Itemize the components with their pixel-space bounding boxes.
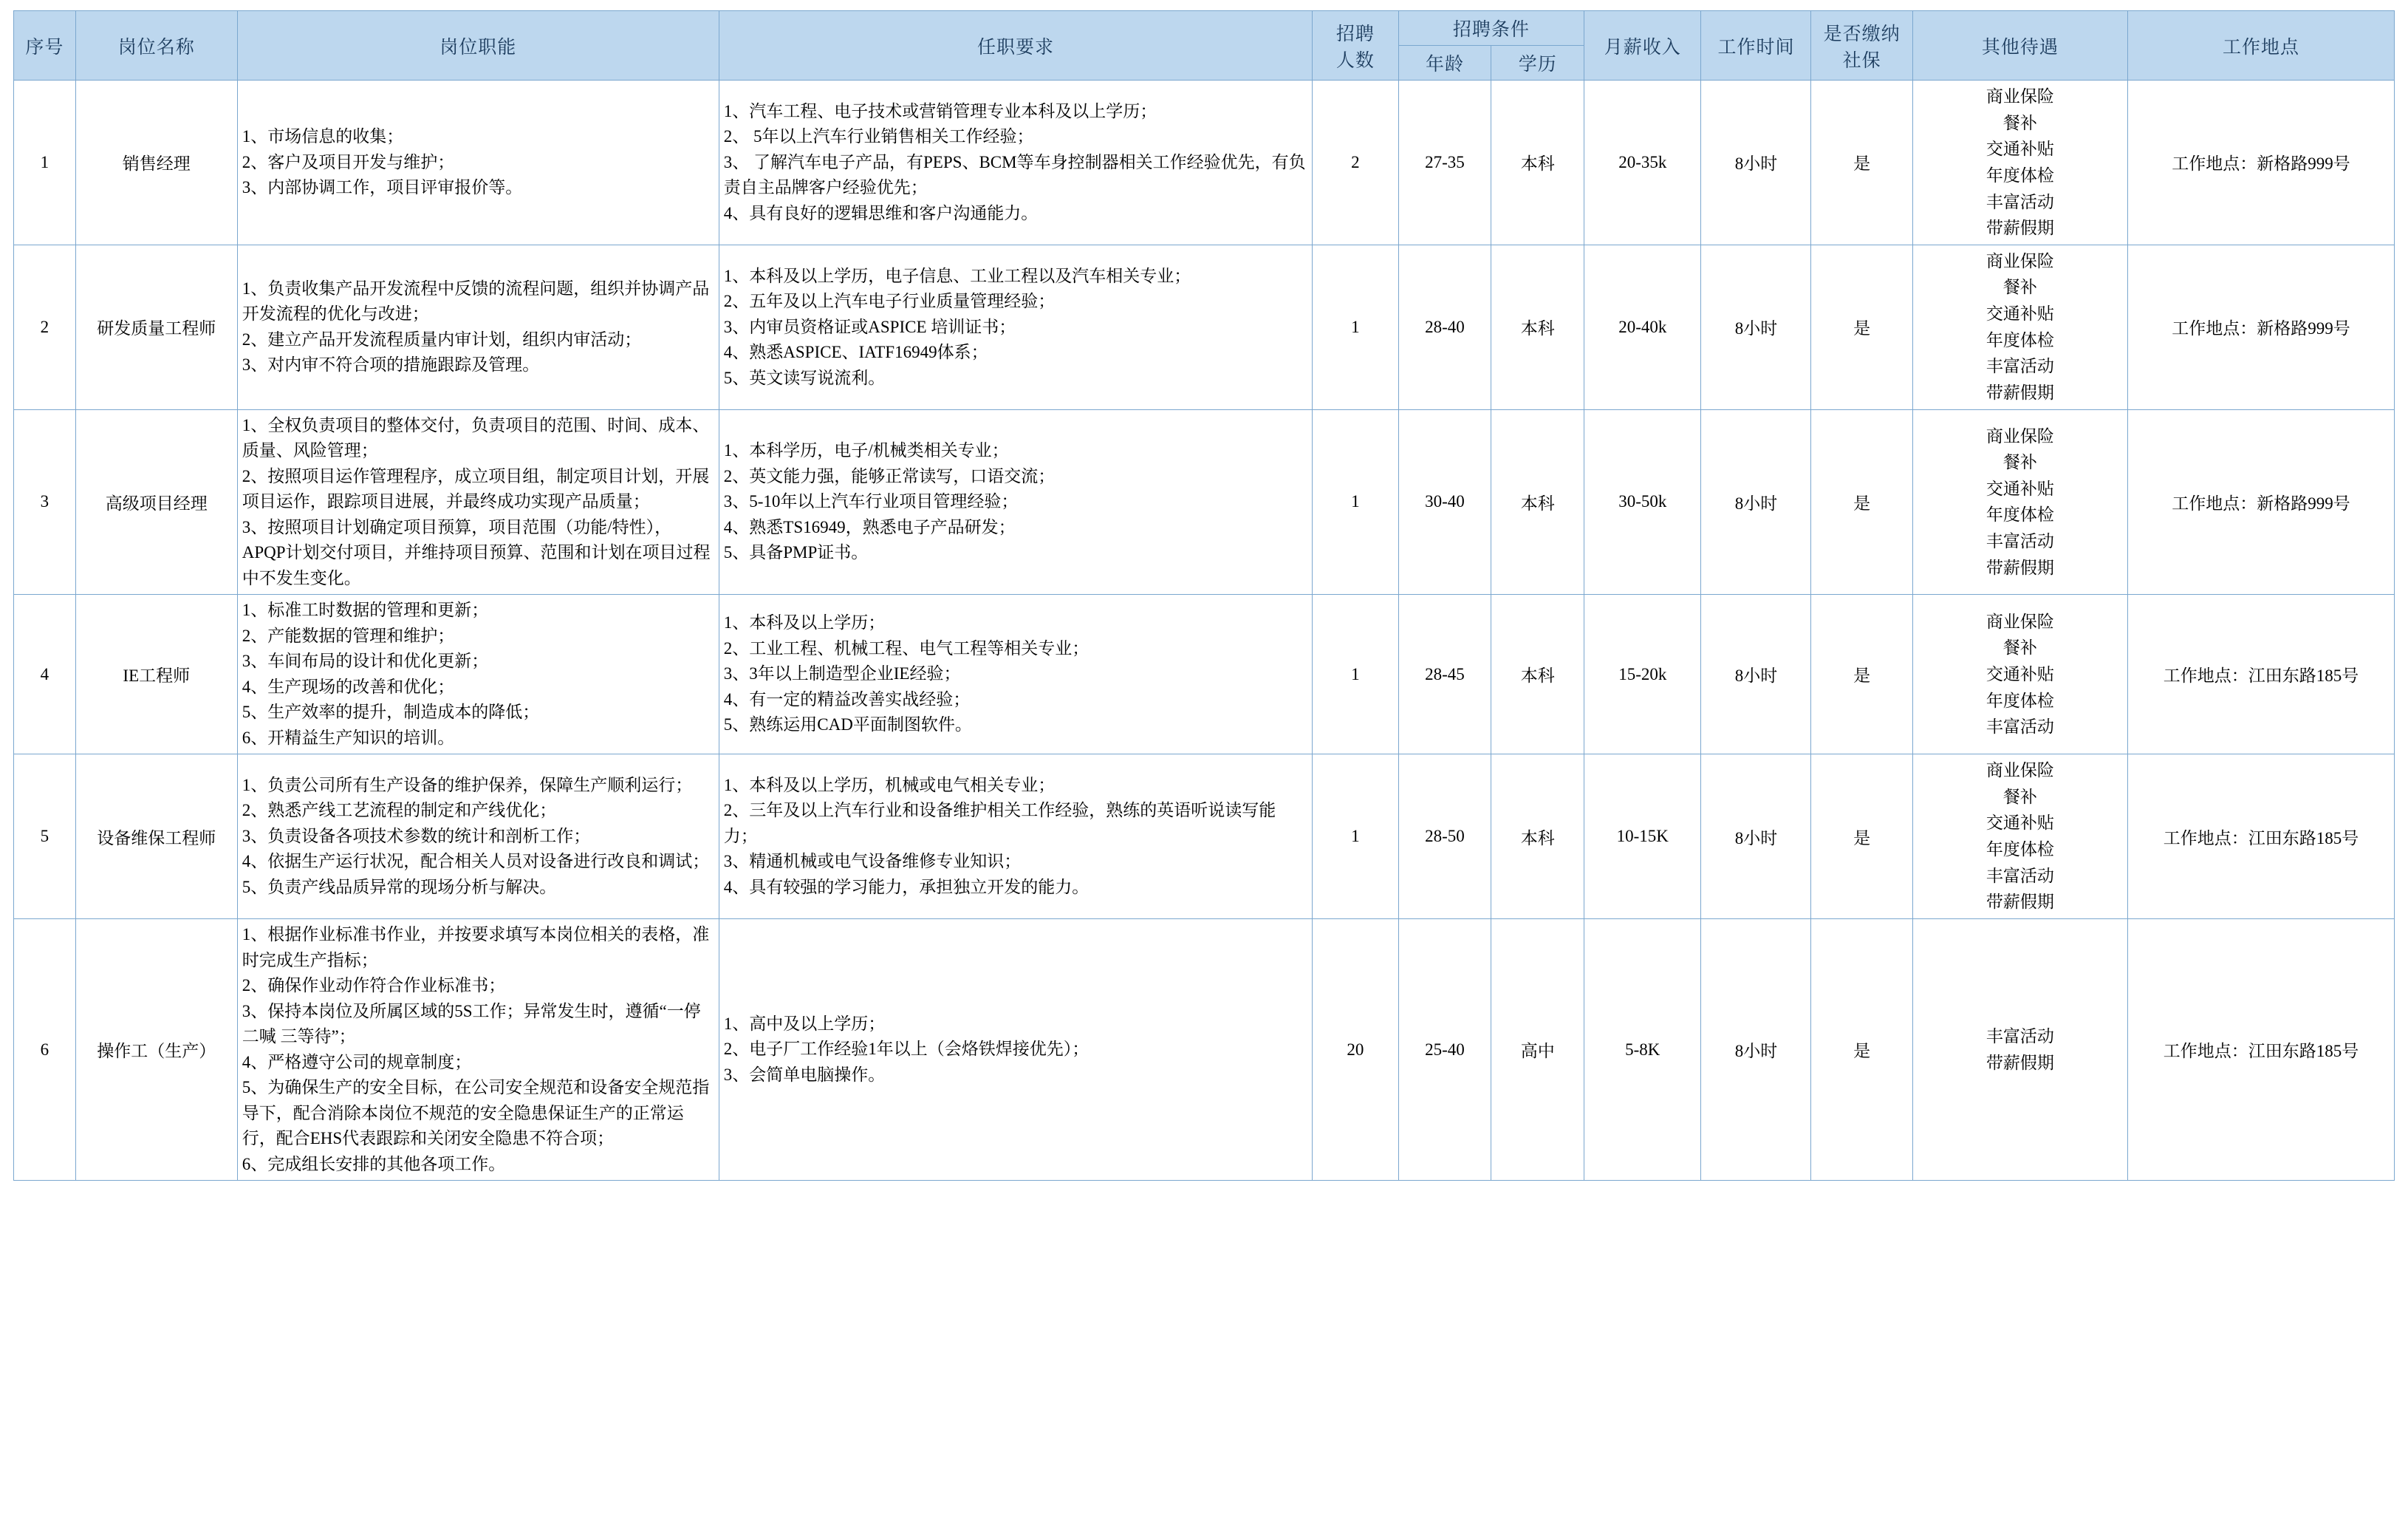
cell-work-place: 工作地点：江田东路185号 — [2127, 595, 2394, 754]
table-row — [14, 81, 2395, 245]
header-condition-group — [1398, 11, 1584, 81]
header-index: 序号 — [14, 11, 76, 81]
cell-education: 高中 — [1491, 919, 1584, 1181]
cell-requirements: 1、本科及以上学历； 2、工业工程、机械工程、电气工程等相关专业； 3、3年以上制造型企业IE经验； 4、有一定的精益改善实战经验； 5、熟练运用CAD平面制图软件。 — [719, 595, 1312, 754]
cell-benefits: 商业保险 餐补 交通补贴 年度体检 丰富活动 — [1912, 595, 2127, 754]
header-row — [14, 11, 2395, 81]
cell-benefits: 丰富活动 带薪假期 — [1912, 919, 2127, 1181]
header-work-place: 工作地点 — [2127, 11, 2394, 81]
header-education: 学历 — [1491, 46, 1584, 80]
cell-headcount: 2 — [1313, 81, 1398, 245]
cell-index: 6 — [14, 919, 76, 1181]
header-other-benefits: 其他待遇 — [1912, 11, 2127, 81]
cell-age: 25-40 — [1398, 919, 1491, 1181]
header-headcount-line2: 人数 — [1335, 50, 1375, 71]
table-body — [14, 81, 2395, 1181]
cell-salary: 30-50k — [1584, 409, 1701, 595]
cell-work-place: 工作地点：新格路999号 — [2127, 245, 2394, 409]
cell-duty: 1、负责收集产品开发流程中反馈的流程问题，组织并协调产品开发流程的优化与改进； 2、建立产品开发流程质量内审计划，组织内审活动； 3、对内审不符合项的措施跟踪及管理。 — [237, 245, 719, 409]
cell-post-name: 销售经理 — [75, 81, 237, 245]
cell-duty: 1、标准工时数据的管理和更新； 2、产能数据的管理和维护； 3、车间布局的设计和优化更新； 4、生产现场的改善和优化； 5、生产效率的提升，制造成本的降低； 6、开精益生产知识的培训。 — [237, 595, 719, 754]
header-requirements: 任职要求 — [719, 11, 1312, 81]
cell-age: 27-35 — [1398, 81, 1491, 245]
cell-social: 是 — [1811, 919, 1912, 1181]
cell-index: 1 — [14, 81, 76, 245]
cell-work-place: 工作地点：江田东路185号 — [2127, 754, 2394, 919]
cell-requirements: 1、本科及以上学历，机械或电气相关专业； 2、三年及以上汽车行业和设备维护相关工作经验，熟练的英语听说读写能力； 3、精通机械或电气设备维修专业知识； 4、具有较强的学习能力，承担独立开发的能力。 — [719, 754, 1312, 919]
cell-age: 28-50 — [1398, 754, 1491, 919]
cell-post-name: 研发质量工程师 — [75, 245, 237, 409]
cell-headcount: 20 — [1313, 919, 1398, 1181]
cell-post-name: 高级项目经理 — [75, 409, 237, 595]
table-row — [14, 245, 2395, 409]
cell-post-name: IE工程师 — [75, 595, 237, 754]
cell-requirements: 1、汽车工程、电子技术或营销管理专业本科及以上学历； 2、 5年以上汽车行业销售相关工作经验； 3、 了解汽车电子产品，有PEPS、BCM等车身控制器相关工作经验优先，有负责自主品牌客户经验优先； 4、具有良好的逻辑思维和客户沟通能力。 — [719, 81, 1312, 245]
cell-social: 是 — [1811, 595, 1912, 754]
cell-headcount: 1 — [1313, 595, 1398, 754]
cell-requirements: 1、高中及以上学历； 2、电子厂工作经验1年以上（会烙铁焊接优先）； 3、会简单电脑操作。 — [719, 919, 1312, 1181]
header-age: 年龄 — [1425, 55, 1464, 75]
header-work-time: 工作时间 — [1701, 11, 1811, 81]
cell-benefits: 商业保险 餐补 交通补贴 年度体检 丰富活动 带薪假期 — [1912, 81, 2127, 245]
cell-duty: 1、市场信息的收集； 2、客户及项目开发与维护； 3、内部协调工作，项目评审报价等。 — [237, 81, 719, 245]
cell-duty: 1、全权负责项目的整体交付，负责项目的范围、时间、成本、质量、风险管理； 2、按照项目运作管理程序，成立项目组，制定项目计划，开展项目运作，跟踪项目进展，并最终成功实现产品质量； 3、按照项目计划确定项目预算，项目范围（功能/特性），APQP计划交付项目，并维持项目预算、范围和计划在项目过程中不发生变化。 — [237, 409, 719, 595]
cell-benefits: 商业保险 餐补 交通补贴 年度体检 丰富活动 带薪假期 — [1912, 409, 2127, 595]
cell-headcount: 1 — [1313, 245, 1398, 409]
recruitment-table — [13, 10, 2395, 1181]
cell-benefits: 商业保险 餐补 交通补贴 年度体检 丰富活动 带薪假期 — [1912, 245, 2127, 409]
cell-work-time: 8小时 — [1701, 81, 1811, 245]
cell-duty: 1、负责公司所有生产设备的维护保养，保障生产顺利运行； 2、熟悉产线工艺流程的制定和产线优化； 3、负责设备各项技术参数的统计和剖析工作； 4、依据生产运行状况，配合相关人员对设备进行改良和调试； 5、负责产线品质异常的现场分析与解决。 — [237, 754, 719, 919]
cell-duty: 1、根据作业标准书作业，并按要求填写本岗位相关的表格，准时完成生产指标； 2、确保作业动作符合作业标准书； 3、保持本岗位及所属区域的5S工作；异常发生时，遵循“一停 二喊 三等待”； 4、严格遵守公司的规章制度； 5、为确保生产的安全目标，在公司安全规范和设备安全规范指导下，配合消除本岗位不规范的安全隐患保证生产的正常运行，配合EHS代表跟踪和关闭安全隐患不符合项； 6、完成组长安排的其他各项工作。 — [237, 919, 719, 1181]
cell-requirements: 1、本科学历，电子/机械类相关专业； 2、英文能力强，能够正常读写，口语交流； 3、5-10年以上汽车行业项目管理经验； 4、熟悉TS16949，熟悉电子产品研发； 5、具备PMP证书。 — [719, 409, 1312, 595]
cell-education: 本科 — [1491, 245, 1584, 409]
header-post-duty: 岗位职能 — [237, 11, 719, 81]
cell-salary: 10-15K — [1584, 754, 1701, 919]
cell-salary: 5-8K — [1584, 919, 1701, 1181]
cell-requirements: 1、本科及以上学历，电子信息、工业工程以及汽车相关专业； 2、五年及以上汽车电子行业质量管理经验； 3、内审员资格证或ASPICE 培训证书； 4、熟悉ASPICE、IATF16949体系； 5、英文读写说流利。 — [719, 245, 1312, 409]
table-row — [14, 754, 2395, 919]
cell-work-time: 8小时 — [1701, 409, 1811, 595]
cell-index: 3 — [14, 409, 76, 595]
cell-work-place: 工作地点：新格路999号 — [2127, 409, 2394, 595]
cell-headcount: 1 — [1313, 409, 1398, 595]
cell-salary: 15-20k — [1584, 595, 1701, 754]
cell-work-time: 8小时 — [1701, 245, 1811, 409]
cell-work-time: 8小时 — [1701, 595, 1811, 754]
cell-headcount: 1 — [1313, 754, 1398, 919]
table-row — [14, 919, 2395, 1181]
cell-index: 4 — [14, 595, 76, 754]
header-headcount — [1313, 11, 1398, 81]
cell-age: 28-45 — [1398, 595, 1491, 754]
table-header — [14, 11, 2395, 81]
cell-post-name: 操作工（生产） — [75, 919, 237, 1181]
table-row — [14, 595, 2395, 754]
header-salary: 月薪收入 — [1584, 11, 1701, 81]
cell-work-time: 8小时 — [1701, 919, 1811, 1181]
cell-work-place: 工作地点：江田东路185号 — [2127, 919, 2394, 1181]
cell-index: 5 — [14, 754, 76, 919]
cell-education: 本科 — [1491, 409, 1584, 595]
header-post-name: 岗位名称 — [75, 11, 237, 81]
header-social-line2: 社保 — [1842, 50, 1881, 71]
cell-social: 是 — [1811, 81, 1912, 245]
cell-age: 30-40 — [1398, 409, 1491, 595]
header-condition-title: 招聘条件 — [1399, 11, 1584, 46]
cell-education: 本科 — [1491, 81, 1584, 245]
cell-salary: 20-40k — [1584, 245, 1701, 409]
header-social-line1: 是否缴纳 — [1823, 24, 1901, 44]
cell-social: 是 — [1811, 754, 1912, 919]
table-row — [14, 409, 2395, 595]
header-social — [1811, 11, 1912, 81]
cell-age: 28-40 — [1398, 245, 1491, 409]
cell-education: 本科 — [1491, 754, 1584, 919]
cell-social: 是 — [1811, 245, 1912, 409]
cell-work-time: 8小时 — [1701, 754, 1811, 919]
cell-social: 是 — [1811, 409, 1912, 595]
header-headcount-line1: 招聘 — [1335, 24, 1375, 44]
cell-education: 本科 — [1491, 595, 1584, 754]
cell-index: 2 — [14, 245, 76, 409]
cell-work-place: 工作地点：新格路999号 — [2127, 81, 2394, 245]
cell-salary: 20-35k — [1584, 81, 1701, 245]
cell-post-name: 设备维保工程师 — [75, 754, 237, 919]
cell-benefits: 商业保险 餐补 交通补贴 年度体检 丰富活动 带薪假期 — [1912, 754, 2127, 919]
